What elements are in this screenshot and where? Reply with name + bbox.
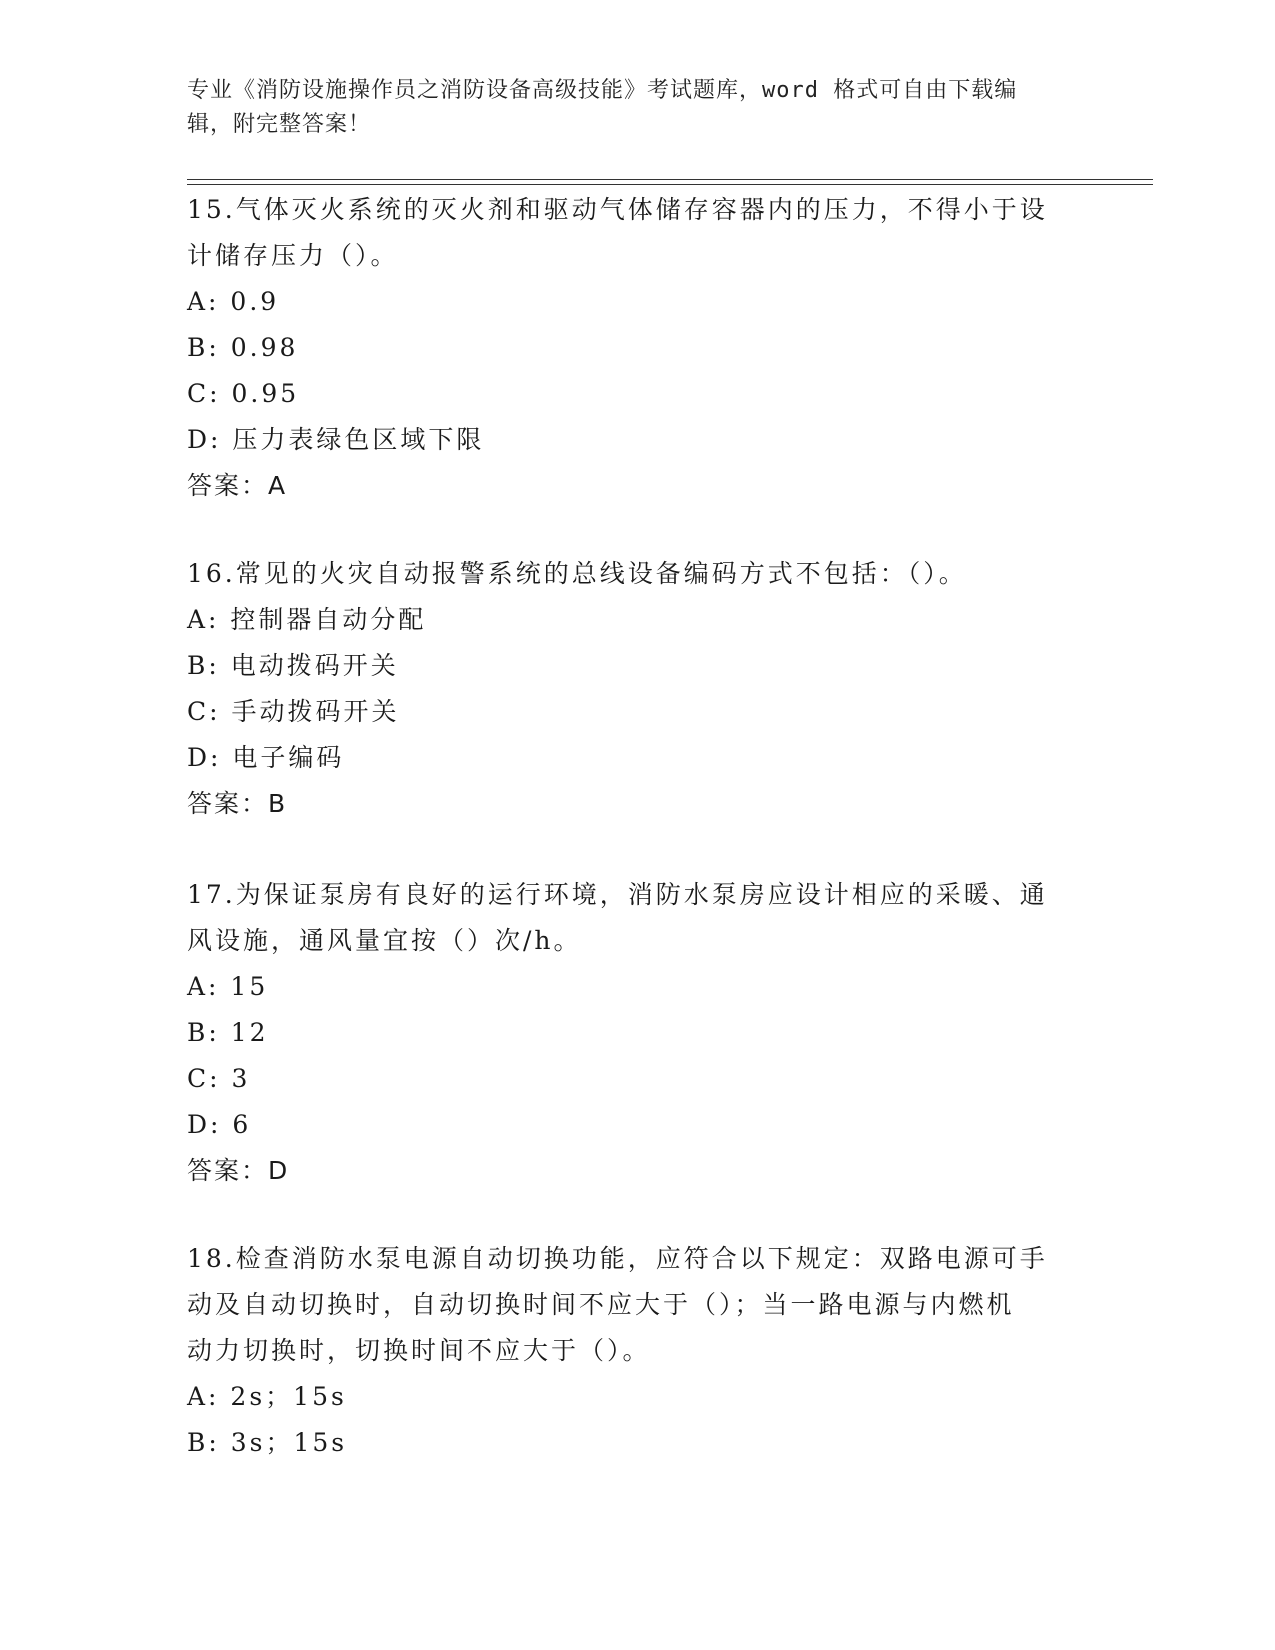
header-line-1: 专业《消防设施操作员之消防设备高级技能》考试题库，word 格式可自由下载编 <box>187 78 1018 103</box>
answer: 答案：A <box>187 471 288 500</box>
question-18 <box>187 1236 1087 1466</box>
option-b: B: 12 <box>187 1018 269 1047</box>
question-stem-line: 动及自动切换时，自动切换时间不应大于（）；当一路电源与内燃机 <box>187 1290 1015 1319</box>
question-stem-line: 18.检查消防水泵电源自动切换功能，应符合以下规定：双路电源可手 <box>187 1244 1048 1273</box>
header-divider-top <box>187 179 1153 180</box>
question-16 <box>187 551 1087 827</box>
option-c: C: 0.95 <box>187 379 300 408</box>
question-17 <box>187 872 1087 1194</box>
option-a: A: 2s；15s <box>187 1382 347 1411</box>
option-d: D: 6 <box>187 1110 252 1139</box>
option-c: C: 手动拨码开关 <box>187 697 400 726</box>
option-c: C: 3 <box>187 1064 251 1093</box>
answer: 答案：D <box>187 1156 290 1185</box>
question-stem-line: 风设施，通风量宜按（）次/h。 <box>187 926 582 955</box>
header-line-2: 辑，附完整答案！ <box>187 112 372 137</box>
question-stem-line: 15.气体灭火系统的灭火剂和驱动气体储存容器内的压力，不得小于设 <box>187 195 1048 224</box>
question-stem-line: 16.常见的火灾自动报警系统的总线设备编码方式不包括：（）。 <box>187 559 967 588</box>
option-a: A: 15 <box>187 972 269 1001</box>
header-divider-bottom <box>187 184 1153 185</box>
question-stem-line: 17.为保证泵房有良好的运行环境，消防水泵房应设计相应的采暖、通 <box>187 880 1048 909</box>
question-15 <box>187 187 1087 509</box>
document-header <box>187 74 1067 142</box>
option-a: A: 0.9 <box>187 287 280 316</box>
question-stem-line: 计储存压力（）。 <box>187 241 399 270</box>
option-b: B: 电动拨码开关 <box>187 651 399 680</box>
answer: 答案：B <box>187 789 288 818</box>
option-a: A: 控制器自动分配 <box>187 605 427 634</box>
option-d: D: 压力表绿色区域下限 <box>187 425 485 454</box>
option-b: B: 0.98 <box>187 333 299 362</box>
option-b: B: 3s；15s <box>187 1428 348 1457</box>
question-stem-line: 动力切换时，切换时间不应大于（）。 <box>187 1336 651 1365</box>
option-d: D: 电子编码 <box>187 743 345 772</box>
